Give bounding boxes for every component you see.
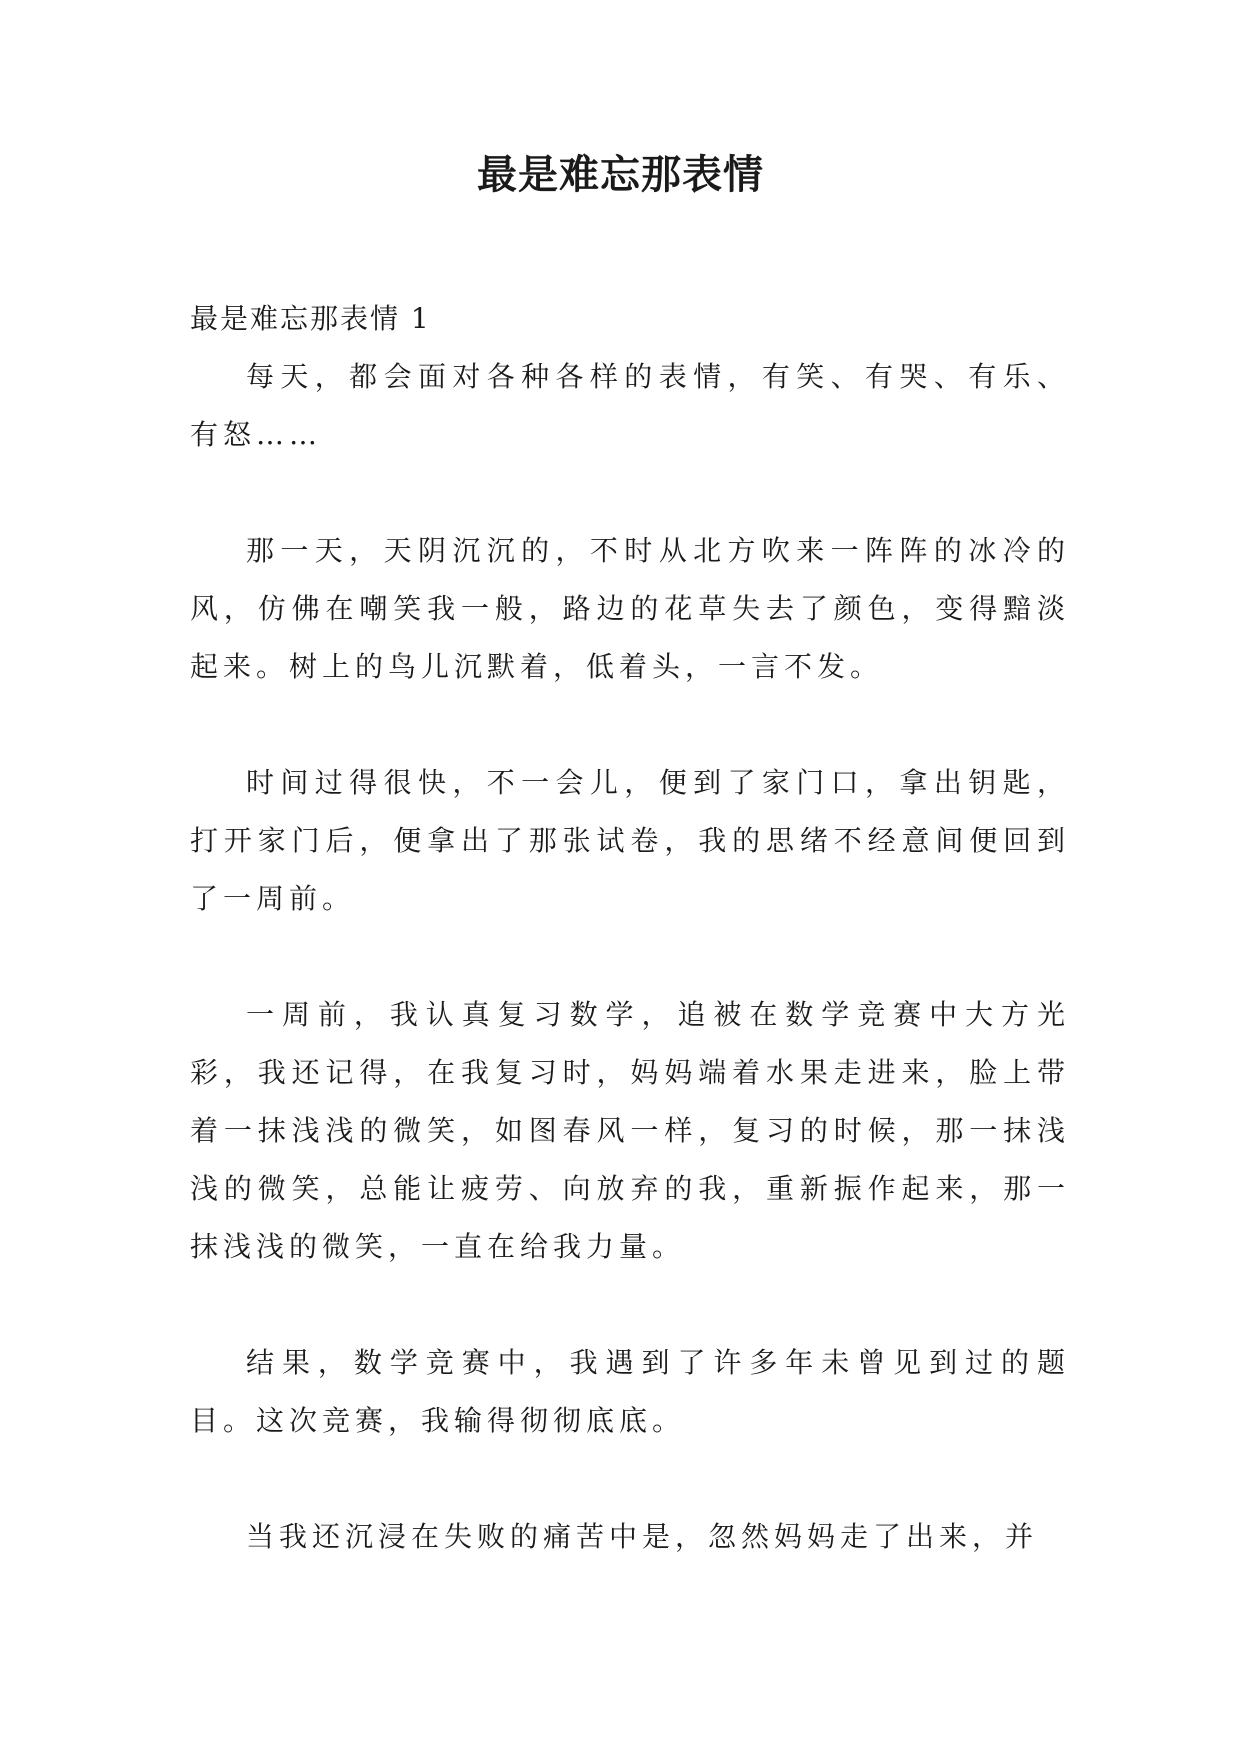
document-title: 最是难忘那表情 (477, 151, 764, 198)
section-heading: 最是难忘那表情 1 (190, 302, 431, 335)
paragraph: 当我还沉浸在失败的痛苦中是，忽然妈妈走了出来，并 (246, 1520, 1039, 1553)
paragraph: 每天，都会面对各种各样的表情，有笑、有哭、有乐、有怒…… (190, 360, 1070, 451)
paragraph: 那一天，天阴沉沉的，不时从北方吹来一阵阵的冰冷的风，仿佛在嘲笑我一般，路边的花草失去了颜色，变得黯淡起来。树上的鸟儿沉默着，低着头，一言不发。 (190, 534, 1070, 683)
paragraph: 时间过得很快，不一会儿，便到了家门口，拿出钥匙，打开家门后，便拿出了那张试卷，我的思绪不经意间便回到了一周前。 (190, 766, 1070, 915)
document-body (190, 290, 1070, 1624)
paragraph: 结果，数学竞赛中，我遇到了许多年未曾见到过的题目。这次竞赛，我输得彻彻底底。 (190, 1346, 1070, 1437)
paragraph: 一周前，我认真复习数学，追被在数学竞赛中大方光彩，我还记得，在我复习时，妈妈端着水果走进来，脸上带着一抹浅浅的微笑，如图春风一样，复习的时候，那一抹浅浅的微笑，总能让疲劳、向放弃的我，重新振作起来，那一抹浅浅的微笑，一直在给我力量。 (190, 998, 1070, 1263)
